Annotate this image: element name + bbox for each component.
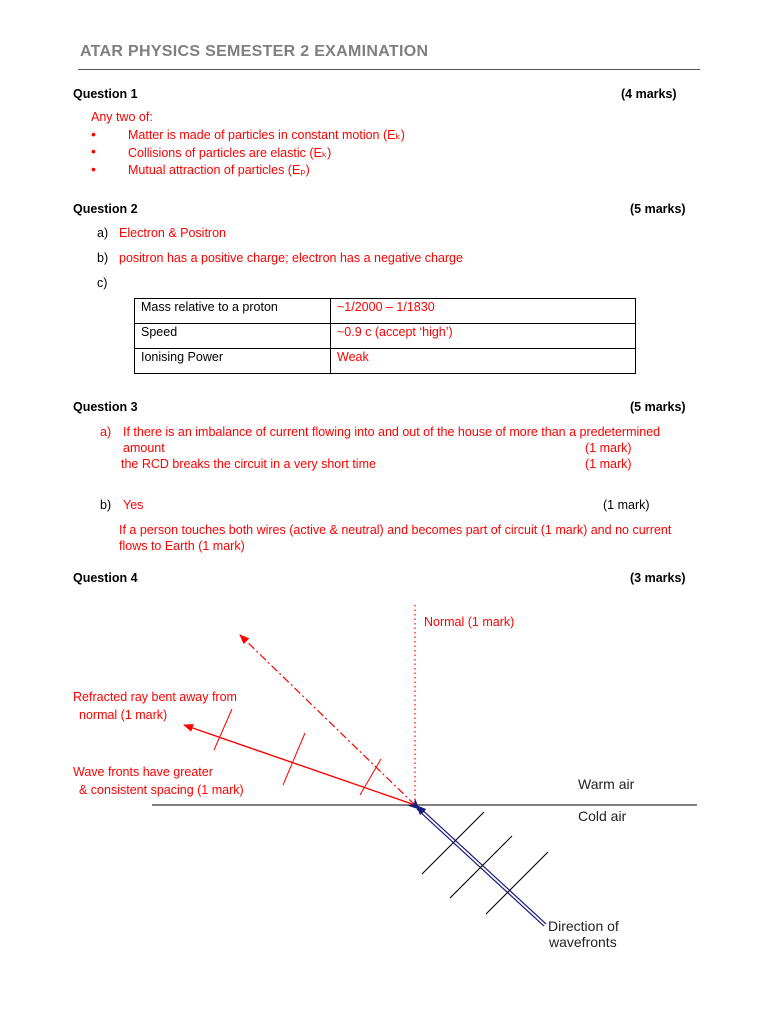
refracted-wavefront-tick: [283, 733, 305, 785]
q3-a-line2-mark: (1 mark): [585, 441, 632, 455]
direction-label-line1: Direction of: [548, 918, 619, 934]
wavefront-label-line1: Wave fronts have greater: [73, 765, 213, 779]
bullet-icon: •: [91, 161, 96, 177]
q1-marks: (4 marks): [621, 87, 677, 101]
direction-label-line2: wavefronts: [549, 934, 617, 950]
q2-b-label: b): [97, 251, 109, 265]
q2-label: Question 2: [73, 202, 138, 216]
q2-a-answer: Electron & Positron: [119, 226, 226, 240]
refracted-wavefront-tick: [214, 709, 232, 750]
q4-label: Question 4: [73, 571, 138, 585]
q3-b-answer: Yes: [123, 498, 144, 512]
q1-intro: Any two of:: [91, 110, 153, 124]
q1-bullet-1: Matter is made of particles in constant motion (Eₖ): [128, 128, 405, 142]
q3-a-line2: amount: [123, 441, 165, 455]
q1-bullet-2: Collisions of particles are elastic (Eₖ): [128, 146, 332, 160]
q3-a-line3: the RCD breaks the circuit in a very short time: [121, 457, 376, 471]
cold-air-label: Cold air: [578, 808, 627, 824]
table-cell-value: ~1/2000 – 1/1830: [331, 299, 636, 324]
page-header-title: ATAR PHYSICS SEMESTER 2 EXAMINATION: [80, 43, 429, 60]
q2-b-answer: positron has a positive charge; electron has a negative charge: [119, 251, 463, 265]
q3-b-label: b): [100, 498, 112, 512]
incident-wavefront: [486, 852, 548, 914]
q2-marks: (5 marks): [630, 202, 686, 216]
q3-marks: (5 marks): [630, 400, 686, 414]
normal-label: Normal (1 mark): [424, 615, 515, 629]
bullet-icon: •: [91, 143, 96, 159]
wavefront-label-line2: & consistent spacing (1 mark): [79, 783, 244, 797]
q1-label: Question 1: [73, 87, 138, 101]
refracted-label-line1: Refracted ray bent away from: [73, 690, 237, 704]
table-row: [135, 349, 636, 374]
q3-b-explanation-1: If a person touches both wires (active & neutral) and becomes part of circuit (1 mark) and no current: [119, 523, 672, 537]
q3-a-line1: If there is an imbalance of current flowing into and out of the house of more than a predetermined: [123, 425, 661, 439]
q3-a-label: a): [100, 425, 112, 439]
table-row: [135, 299, 636, 324]
q3-b-mark: (1 mark): [603, 498, 650, 512]
q3-a-line3-mark: (1 mark): [585, 457, 632, 471]
table-cell-value: ~0.9 c (accept ‘high’): [331, 324, 636, 349]
bullet-icon: •: [91, 126, 96, 142]
q1-bullet-3: Mutual attraction of particles (Eₚ): [128, 163, 310, 177]
q2-answer-table: [134, 298, 636, 374]
q2-a-label: a): [97, 226, 109, 240]
table-row: [135, 324, 636, 349]
header-rule: [78, 69, 700, 70]
table-cell-property: Ionising Power: [135, 349, 331, 374]
refracted-label-line2: normal (1 mark): [79, 708, 168, 722]
projected-ray-line: [240, 635, 415, 805]
table-cell-property: Mass relative to a proton: [135, 299, 331, 324]
q4-marks: (3 marks): [630, 571, 686, 585]
refraction-diagram: [0, 590, 768, 990]
table-cell-property: Speed: [135, 324, 331, 349]
q3-b-explanation-2: flows to Earth (1 mark): [119, 539, 245, 553]
q2-c-label: c): [97, 276, 108, 290]
q3-label: Question 3: [73, 400, 138, 414]
warm-air-label: Warm air: [578, 776, 635, 792]
table-cell-value: Weak: [331, 349, 636, 374]
